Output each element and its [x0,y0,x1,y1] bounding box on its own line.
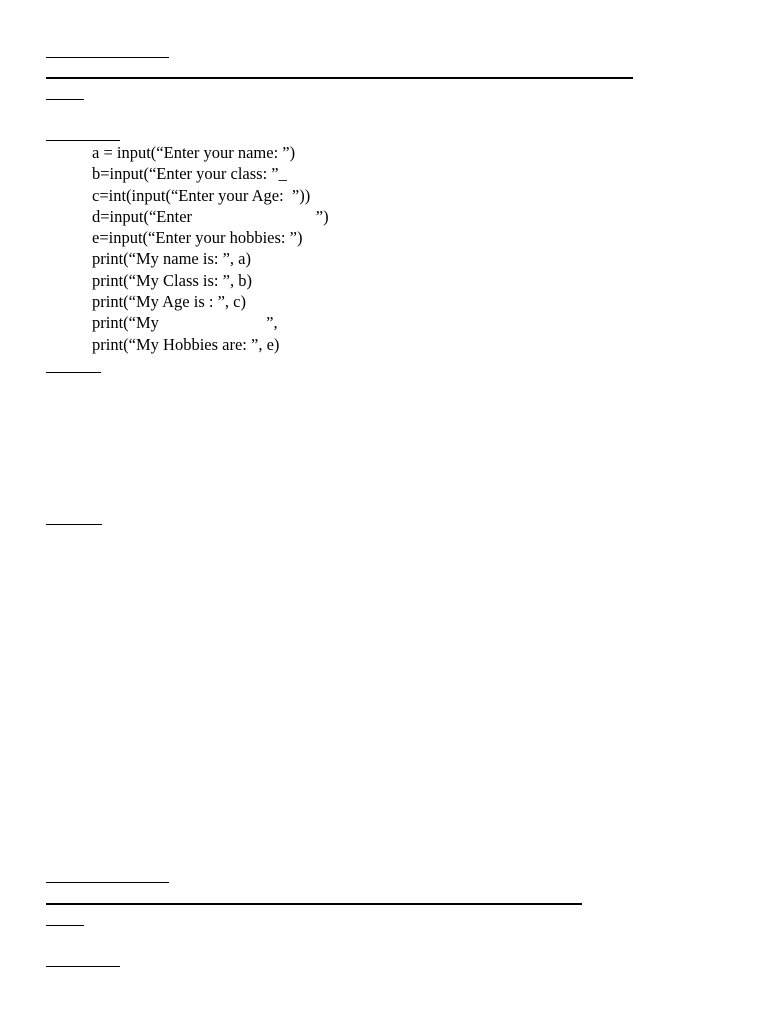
code-line-5: e=input(“Enter your hobbies: ”) [92,228,303,248]
heading-underline-short [46,57,169,58]
code-line-8: print(“My Age is : ”, c) [92,292,246,312]
title-underline-long-2 [46,903,582,905]
section-label-underline [46,524,102,525]
subheading-underline [46,99,84,100]
output-label-underline [46,372,101,373]
code-line-7: print(“My Class is: ”, b) [92,270,252,290]
program-label-underline-2 [46,966,120,967]
code-line-3: c=int(input(“Enter your Age: ”)) [92,185,311,205]
program-label-underline [46,140,120,141]
subheading-underline-2 [46,925,84,926]
code-line-6: print(“My name is: ”, a) [92,249,251,269]
code-line-9: print(“My ”, [92,313,278,333]
code-line-4: d=input(“Enter ”) [92,206,329,226]
title-underline-long [46,77,633,79]
code-line-1: a = input(“Enter your name: ”) [92,143,296,162]
program-code-block [92,142,329,355]
code-line-10: print(“My Hobbies are: ”, e) [92,334,280,354]
heading-underline-short-2 [46,882,169,883]
code-line-2: b=input(“Enter your class: ”_ [92,164,287,184]
